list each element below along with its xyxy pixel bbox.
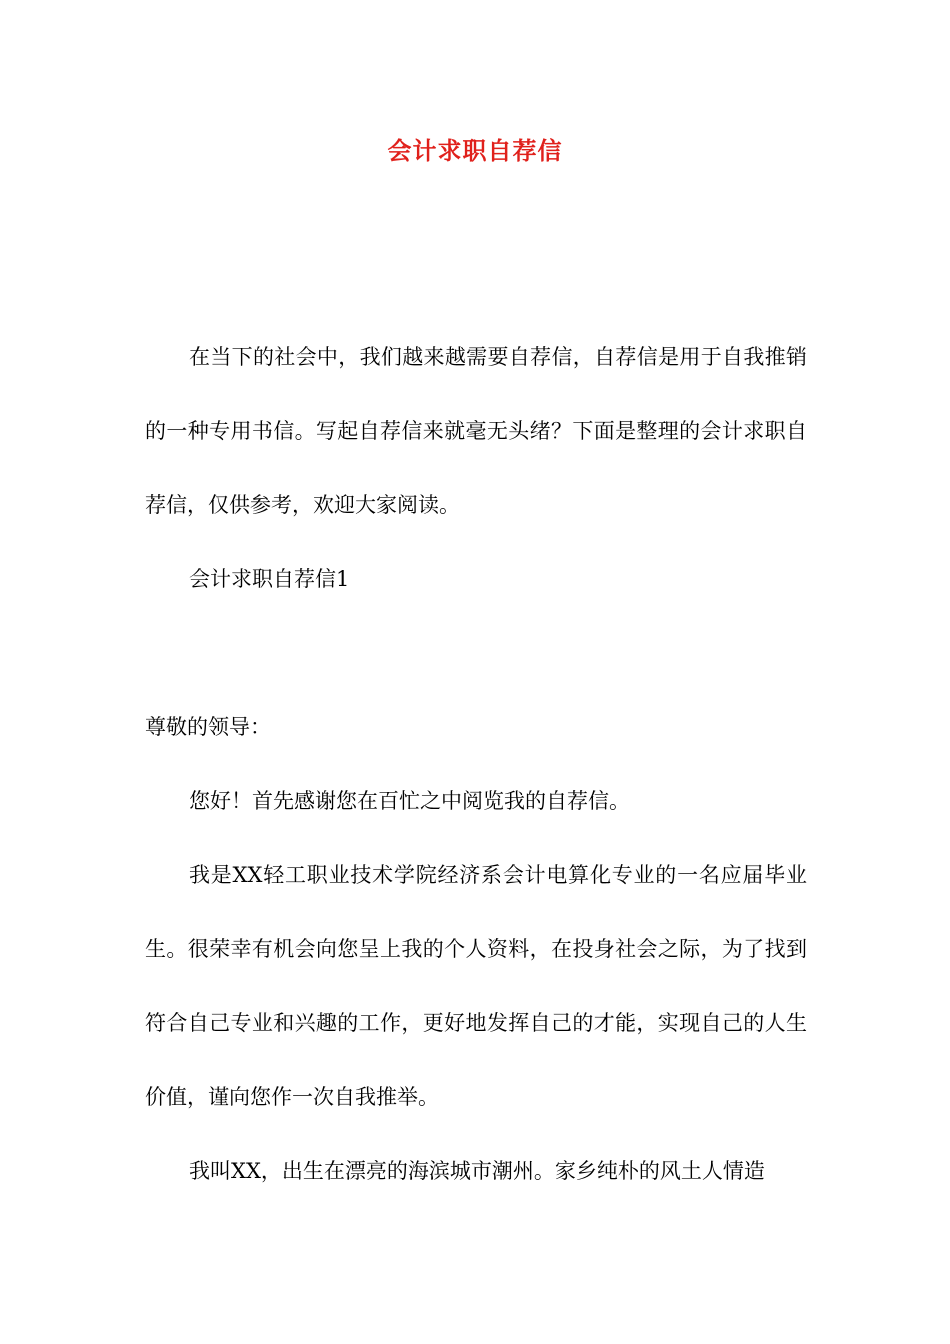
greeting-paragraph: 您好！首先感谢您在百忙之中阅览我的自荐信。 bbox=[189, 789, 630, 813]
background-paragraph: 我叫XX，出生在漂亮的海滨城市潮州。家乡纯朴的风土人情造 bbox=[189, 1159, 765, 1183]
letter-subheading: 会计求职自荐信1 bbox=[189, 567, 350, 591]
intro-paragraph: 在当下的社会中，我们越来越需要自荐信，自荐信是用于自我推销的一种专用书信。写起自荐信来就毫无头绪？下面是整理的会计求职自荐信，仅供参考，欢迎大家阅读。 bbox=[145, 345, 807, 517]
document-title: 会计求职自荐信 bbox=[387, 136, 563, 165]
document-body bbox=[145, 320, 807, 1208]
blank-line bbox=[145, 616, 807, 690]
salutation: 尊敬的领导： bbox=[145, 715, 271, 739]
self-intro-paragraph: 我是XX轻工职业技术学院经济系会计电算化专业的一名应届毕业生。很荣幸有机会向您呈上我的个人资料，在投身社会之际，为了找到符合自己专业和兴趣的工作，更好地发挥自己的才能，实现自己的人生价值，谨向您作一次自我推举。 bbox=[145, 863, 807, 1109]
